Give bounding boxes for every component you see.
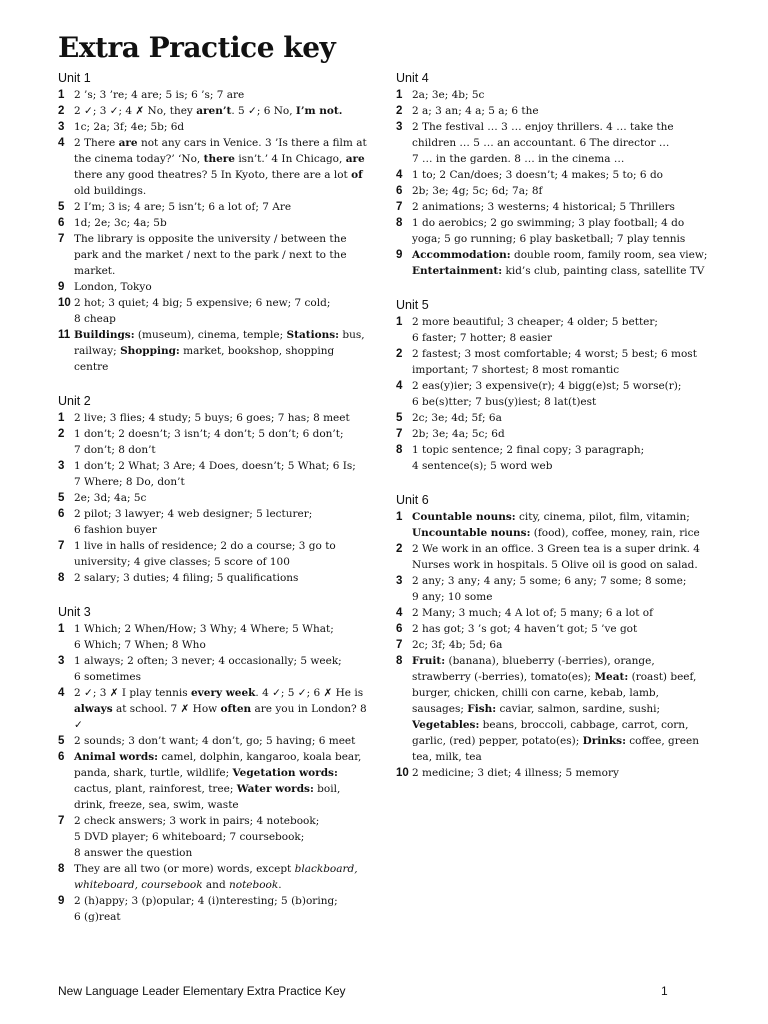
exercise-number: 7 [58,815,65,827]
exercise-number: 4 [396,380,403,392]
unit-section [58,70,368,375]
exercise-text: 2 check answers; 3 work in pairs; 4 notebook; 5 DVD player; 6 whiteboard; 7 coursebook; 8 answer the question [74,815,320,859]
exercise-text: 2 ✓; 3 ✓; 4 ✗ No, they aren’t. 5 ✓; 6 No, I’m not. [74,105,343,117]
exercise-text: 1 don’t; 2 What; 3 Are; 4 Does, doesn’t; 5 What; 6 Is; 7 Where; 8 Do, don’t [74,460,356,488]
exercise-text: 2 salary; 3 duties; 4 filing; 5 qualifications [74,572,299,584]
unit-heading: Unit 6 [396,493,429,507]
page-number: 1 [661,984,668,998]
exercise-answer [396,183,714,199]
exercise-text: The library is opposite the university / between the park and the market / next to the park / next to the market. [74,233,347,277]
exercise-text: 2b; 3e; 4a; 5c; 6d [412,428,505,440]
exercise-number: 6 [396,185,403,197]
exercise-number: 1 [58,89,65,101]
unit-heading: Unit 2 [58,394,91,408]
exercise-text: 2e; 3d; 4a; 5c [74,492,147,504]
exercise-number: 2 [396,543,403,555]
exercise-answer [58,813,368,861]
exercise-number: 11 [58,329,71,341]
exercise-answer [58,458,368,490]
exercise-answer [58,733,368,749]
exercise-number: 7 [396,428,403,440]
exercise-text: 2 any; 3 any; 4 any; 5 some; 6 any; 7 some; 8 some; 9 any; 10 some [412,575,687,603]
exercise-answer [396,637,714,653]
exercise-answer [58,215,368,231]
exercise-answer [396,621,714,637]
exercise-answer [396,346,714,378]
exercise-text: 1d; 2e; 3c; 4a; 5b [74,217,167,229]
right-column [396,70,714,799]
footer-text: New Language Leader Elementary Extra Practice Key [58,984,346,998]
exercise-answer [58,621,368,653]
exercise-number: 6 [396,623,403,635]
exercise-text: 1 always; 2 often; 3 never; 4 occasionally; 5 week; 6 sometimes [74,655,342,683]
exercise-number: 6 [58,508,65,520]
exercise-text: 2 eas(y)ier; 3 expensive(r); 4 bigg(e)st; 5 worse(r); 6 be(s)tter; 7 bus(y)iest; 8 lat(t)est [412,380,682,408]
exercise-answer [58,426,368,458]
exercise-answer [396,119,714,167]
exercise-text: 2 live; 3 flies; 4 study; 5 buys; 6 goes; 7 has; 8 meet [74,412,350,424]
exercise-answer [58,570,368,586]
exercise-text: 1 live in halls of residence; 2 do a course; 3 go to university; 4 give classes; 5 score of 100 [74,540,336,568]
exercise-text: 1 do aerobics; 2 go swimming; 3 play football; 4 do yoga; 5 go running; 6 play basketball; 7 play tennis [412,217,686,245]
exercise-number: 1 [396,89,403,101]
exercise-answer [396,247,714,279]
exercise-number: 6 [58,751,65,763]
exercise-number: 1 [58,623,65,635]
exercise-text: 2 more beautiful; 3 cheaper; 4 older; 5 better; 6 faster; 7 hotter; 8 easier [412,316,658,344]
exercise-text: They are all two (or more) words, except blackboard, whiteboard, coursebook and notebook. [74,863,358,891]
exercise-text: 2 I’m; 3 is; 4 are; 5 isn’t; 6 a lot of; 7 Are [74,201,292,213]
exercise-text: Animal words: camel, dolphin, kangaroo, koala bear, panda, shark, turtle, wildlife; Vegetation words: cactus, plant, rainforest, tree; Water words: boil, drink, freeze, sea, swim, waste [74,751,362,811]
exercise-answer [58,653,368,685]
exercise-number: 7 [58,540,65,552]
exercise-text: 2a; 3e; 4b; 5c [412,89,485,101]
exercise-number: 2 [396,105,403,117]
exercise-text: 2c; 3e; 4d; 5f; 6a [412,412,502,424]
exercise-text: 2 The festival … 3 … enjoy thrillers. 4 … take the children … 5 … an accountant. 6 The director … 7 … in the garden. 8 … in the cinema … [412,121,674,165]
exercise-answer [58,279,368,295]
exercise-number: 3 [58,121,65,133]
exercise-number: 8 [58,863,65,875]
exercise-number: 9 [58,895,65,907]
exercise-text: 2b; 3e; 4g; 5c; 6d; 7a; 8f [412,185,543,197]
unit-heading: Unit 3 [58,605,91,619]
exercise-answer [396,541,714,573]
exercise-answer [396,167,714,183]
exercise-number: 5 [396,412,403,424]
exercise-text: 1 Which; 2 When/How; 3 Why; 4 Where; 5 What; 6 Which; 7 When; 8 Who [74,623,334,651]
exercise-answer [58,506,368,538]
exercise-answer [58,87,368,103]
exercise-number: 1 [396,511,403,523]
exercise-text: 2 ’s; 3 ’re; 4 are; 5 is; 6 ’s; 7 are [74,89,245,101]
exercise-number: 5 [58,201,65,213]
exercise-text: 2 Many; 3 much; 4 A lot of; 5 many; 6 a lot of [412,607,653,619]
exercise-number: 6 [58,217,65,229]
exercise-number: 10 [396,767,409,779]
exercise-answer [396,199,714,215]
unit-section [396,297,714,474]
exercise-number: 8 [396,444,403,456]
exercise-answer [396,605,714,621]
exercise-answer [58,327,368,375]
exercise-answer [396,378,714,410]
exercise-answer [58,538,368,570]
exercise-answer [396,573,714,605]
exercise-number: 4 [396,607,403,619]
exercise-answer [58,231,368,279]
exercise-number: 10 [58,297,71,309]
exercise-answer [58,135,368,199]
exercise-number: 5 [58,492,65,504]
exercise-answer [396,765,714,781]
exercise-number: 7 [396,639,403,651]
exercise-answer [58,490,368,506]
exercise-answer [396,426,714,442]
exercise-answer [396,103,714,119]
exercise-number: 8 [58,572,65,584]
exercise-number: 1 [396,316,403,328]
unit-section [58,393,368,586]
exercise-text: 2 We work in an office. 3 Green tea is a super drink. 4 Nurses work in hospitals. 5 Olive oil is good on salad. [412,543,700,571]
exercise-number: 3 [396,575,403,587]
exercise-text: London, Tokyo [74,281,152,293]
exercise-number: 9 [396,249,403,261]
exercise-answer [58,199,368,215]
exercise-text: 2 (h)appy; 3 (p)opular; 4 (i)nteresting; 5 (b)oring; 6 (g)reat [74,895,338,923]
exercise-text: 1 topic sentence; 2 final copy; 3 paragraph; 4 sentence(s); 5 word web [412,444,645,472]
exercise-number: 4 [58,687,65,699]
exercise-text: Accommodation: double room, family room, sea view; Entertainment: kid’s club, painting class, satellite TV [412,249,708,277]
exercise-number: 3 [58,655,65,667]
exercise-text: 2c; 3f; 4b; 5d; 6a [412,639,503,651]
exercise-text: 2 sounds; 3 don’t want; 4 don’t, go; 5 having; 6 meet [74,735,356,747]
exercise-text: Buildings: (museum), cinema, temple; Stations: bus, railway; Shopping: market, bookshop, shopping centre [74,329,365,373]
exercise-text: 1c; 2a; 3f; 4e; 5b; 6d [74,121,185,133]
exercise-number: 5 [58,735,65,747]
exercise-text: 2 a; 3 an; 4 a; 5 a; 6 the [412,105,539,117]
exercise-number: 7 [58,233,65,245]
exercise-answer [58,861,368,893]
exercise-number: 2 [396,348,403,360]
unit-heading: Unit 5 [396,298,429,312]
exercise-text: Fruit: (banana), blueberry (-berries), orange, strawberry (-berries), tomato(es); Meat: (roast) beef, burger, chicken, chilli con carne, kebab, lamb, sausages; Fish: caviar, salmon, sardine, sushi; Vegetables: beans, broccoli, cabbage, carrot, corn, garlic, (red) pepper, potato(es); Drinks: coffee, green tea, milk, tea [412,655,699,763]
unit-section [396,492,714,781]
exercise-text: 2 pilot; 3 lawyer; 4 web designer; 5 lecturer; 6 fashion buyer [74,508,313,536]
exercise-text: 2 medicine; 3 diet; 4 illness; 5 memory [412,767,619,779]
unit-heading: Unit 4 [396,71,429,85]
left-column [58,70,368,943]
exercise-answer [58,410,368,426]
exercise-number: 4 [396,169,403,181]
unit-section [396,70,714,279]
exercise-answer [58,685,368,733]
exercise-answer [58,893,368,925]
exercise-answer [58,295,368,327]
exercise-number: 2 [58,428,65,440]
exercise-answer [396,653,714,765]
exercise-text: 2 animations; 3 westerns; 4 historical; 5 Thrillers [412,201,675,213]
exercise-number: 2 [58,105,65,117]
exercise-number: 9 [58,281,65,293]
exercise-number: 1 [58,412,65,424]
exercise-number: 3 [58,460,65,472]
exercise-text: 1 don’t; 2 doesn’t; 3 isn’t; 4 don’t; 5 don’t; 6 don’t; 7 don’t; 8 don’t [74,428,344,456]
exercise-text: 2 hot; 3 quiet; 4 big; 5 expensive; 6 new; 7 cold; 8 cheap [74,297,331,325]
exercise-text: 2 fastest; 3 most comfortable; 4 worst; 5 best; 6 most important; 7 shortest; 8 most romantic [412,348,697,376]
page-title: Extra Practice key [58,31,336,64]
unit-section [58,604,368,925]
exercise-answer [396,314,714,346]
exercise-answer [58,749,368,813]
exercise-answer [396,215,714,247]
exercise-number: 8 [396,217,403,229]
exercise-answer [58,119,368,135]
exercise-number: 7 [396,201,403,213]
exercise-text: 2 There are not any cars in Venice. 3 ’Is there a film at the cinema today?’ ‘No, there isn’t.’ 4 In Chicago, are there any good theatres? 5 In Kyoto, there are a lot of old buildings. [74,137,367,197]
exercise-text: Countable nouns: city, cinema, pilot, film, vitamin; Uncountable nouns: (food), coffee, money, rain, rice [412,511,700,539]
unit-heading: Unit 1 [58,71,91,85]
exercise-text: 1 to; 2 Can/does; 3 doesn’t; 4 makes; 5 to; 6 do [412,169,663,181]
exercise-answer [396,410,714,426]
exercise-answer [58,103,368,119]
exercise-answer [396,509,714,541]
exercise-answer [396,442,714,474]
exercise-answer [396,87,714,103]
exercise-number: 4 [58,137,65,149]
exercise-number: 3 [396,121,403,133]
exercise-text: 2 ✓; 3 ✗ I play tennis every week. 4 ✓; 5 ✓; 6 ✗ He is always at school. 7 ✗ How often are you in London? 8 ✓ [74,687,367,731]
exercise-text: 2 has got; 3 ’s got; 4 haven’t got; 5 ’ve got [412,623,638,635]
exercise-number: 8 [396,655,403,667]
